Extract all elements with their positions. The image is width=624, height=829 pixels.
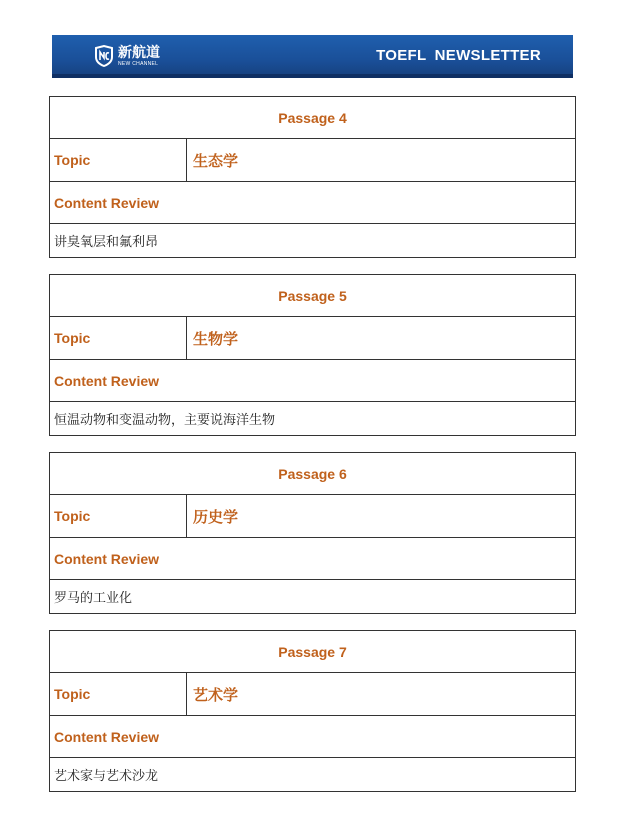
content-review-label: Content Review	[54, 728, 160, 745]
topic-value: 生态学	[193, 151, 239, 170]
passage-title-row	[50, 453, 575, 495]
content-review-label: Content Review	[54, 372, 160, 389]
topic-label: Topic	[50, 139, 187, 181]
content-text: 讲臭氧层和氟利昂	[54, 235, 159, 250]
passage-title-row	[50, 97, 575, 139]
passage-title-row	[50, 275, 575, 317]
topic-value: 艺术学	[193, 685, 239, 704]
passage-table	[49, 274, 576, 436]
logo-chinese-name: 新航道	[118, 44, 160, 61]
passage-title-row	[50, 631, 575, 673]
content-review-label: Content Review	[54, 194, 160, 211]
topic-label: Topic	[50, 317, 187, 359]
content-row	[50, 758, 575, 791]
content-review-label: Content Review	[54, 550, 160, 567]
content-review-row	[50, 538, 575, 580]
passage-title: Passage 6	[278, 465, 347, 482]
content-row	[50, 224, 575, 257]
topic-label: Topic	[50, 673, 187, 715]
content-row	[50, 402, 575, 435]
content-text: 艺术家与艺术沙龙	[54, 769, 159, 784]
content-text: 罗马的工业化	[54, 591, 133, 606]
logo-text	[118, 46, 160, 67]
passage-table	[49, 630, 576, 792]
newsletter-header	[52, 35, 573, 78]
logo-english-name: NEW CHANNEL	[118, 60, 159, 67]
content-review-row	[50, 360, 575, 402]
topic-row	[50, 317, 575, 360]
content-row	[50, 580, 575, 613]
passage-table	[49, 96, 576, 258]
topic-value: 历史学	[193, 507, 239, 526]
passage-title: Passage 5	[278, 287, 347, 304]
passage-title: Passage 7	[278, 643, 347, 660]
topic-row	[50, 495, 575, 538]
content-text: 恒温动物和变温动物，主要说海洋生物	[54, 413, 276, 428]
brand-logo	[94, 43, 160, 69]
passage-table	[49, 452, 576, 614]
topic-row	[50, 139, 575, 182]
content-review-row	[50, 182, 575, 224]
topic-row	[50, 673, 575, 716]
newsletter-title: TOEFL NEWSLETTER	[376, 47, 541, 64]
topic-label: Topic	[50, 495, 187, 537]
nc-shield-logo-icon	[94, 45, 114, 67]
passage-title: Passage 4	[278, 109, 347, 126]
topic-value: 生物学	[193, 329, 239, 348]
content-review-row	[50, 716, 575, 758]
